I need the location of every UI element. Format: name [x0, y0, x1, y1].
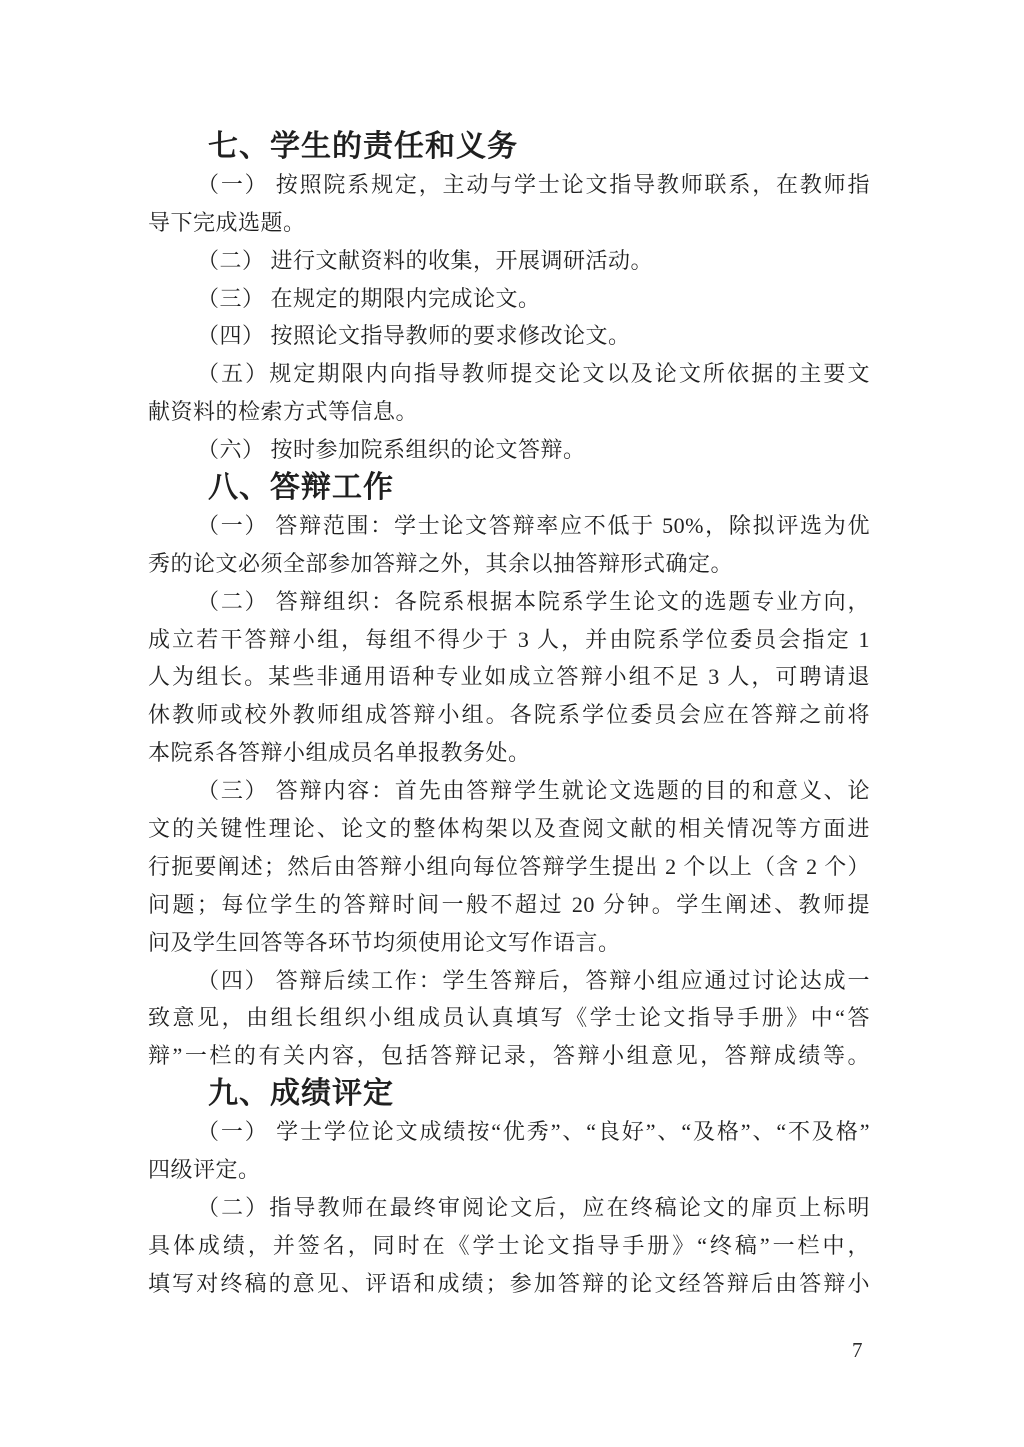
text-line: 导下完成选题。 — [148, 209, 306, 235]
text-line: 行扼要阐述；然后由答辩小组向每位答辩学生提出 2 个以上（含 2 个） — [148, 853, 870, 879]
text-line: （六） 按时参加院系组织的论文答辩。 — [197, 437, 586, 463]
text-line: 成立若干答辩小组，每组不得少于 3 人，并由院系学位委员会指定 1 — [148, 626, 870, 652]
text-line: 四级评定。 — [148, 1157, 261, 1183]
text-line: （三） 答辩内容：首先由答辩学生就论文选题的目的和意义、论 — [197, 778, 870, 804]
text-line: 问题；每位学生的答辩时间一般不超过 20 分钟。学生阐述、教师提 — [148, 891, 870, 917]
text-line: 休教师或校外教师组成答辩小组。各院系学位委员会应在答辩之前将 — [148, 702, 870, 728]
text-line: （四） 按照论文指导教师的要求修改论文。 — [197, 323, 631, 349]
text-line: 人为组长。某些非通用语种专业如成立答辩小组不足 3 人，可聘请退 — [148, 664, 870, 690]
text-line: （二） 进行文献资料的收集，开展调研活动。 — [197, 247, 654, 273]
section-heading-9: 九、成绩评定 — [208, 1077, 394, 1111]
section-heading-8: 八、答辩工作 — [208, 471, 394, 505]
text-line: （一） 答辩范围：学士论文答辩率应不低于 50%，除拟评选为优 — [197, 512, 870, 538]
text-line: （四） 答辩后续工作：学生答辩后，答辩小组应通过讨论达成一 — [197, 967, 870, 993]
text-line: （一） 学士学位论文成绩按“优秀”、“良好”、“及格”、“不及格” — [197, 1119, 870, 1145]
text-line: 具体成绩，并签名，同时在《学士论文指导手册》“终稿”一栏中， — [148, 1232, 870, 1258]
text-line: 致意见，由组长组织小组成员认真填写《学士论文指导手册》中“答 — [148, 1005, 870, 1031]
text-line: （一） 按照院系规定，主动与学士论文指导教师联系，在教师指 — [197, 171, 870, 197]
text-line: 问及学生回答等各环节均须使用论文写作语言。 — [148, 929, 621, 955]
document-body — [148, 128, 870, 1303]
text-line: 文的关键性理论、论文的整体构架以及查阅文献的相关情况等方面进 — [148, 816, 870, 842]
text-line: 秀的论文必须全部参加答辩之外，其余以抽答辩形式确定。 — [148, 550, 734, 576]
section-heading-7: 七、学生的责任和义务 — [208, 130, 518, 163]
page-number: 7 — [852, 1338, 863, 1362]
text-line: 辩”一栏的有关内容，包括答辩记录，答辩小组意见，答辩成绩等。 — [148, 1043, 870, 1069]
text-line: （二）指导教师在最终审阅论文后，应在终稿论文的扉页上标明 — [197, 1194, 870, 1220]
text-line: 本院系各答辩小组成员名单报教务处。 — [148, 740, 531, 766]
text-line: （二） 答辩组织：各院系根据本院系学生论文的选题专业方向， — [197, 588, 870, 614]
text-line: （三） 在规定的期限内完成论文。 — [197, 285, 541, 311]
text-line: （五）规定期限内向指导教师提交论文以及论文所依据的主要文 — [197, 361, 870, 387]
text-line: 献资料的检索方式等信息。 — [148, 399, 419, 425]
text-line: 填写对终稿的意见、评语和成绩；参加答辩的论文经答辩后由答辩小 — [148, 1270, 870, 1296]
